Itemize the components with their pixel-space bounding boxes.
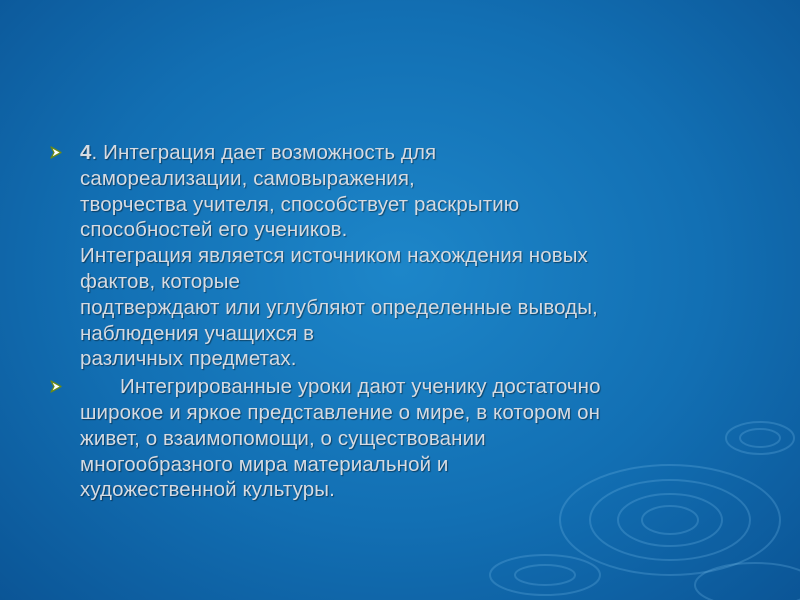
bullet-first-line: [80, 140, 770, 166]
bullet-text-line: самореализации, самовыражения,: [80, 166, 415, 190]
bullet-item-4: [50, 140, 770, 372]
bullet-item-integrated-lessons: [50, 374, 770, 503]
bullet-text-line: . Интеграция дает возможность для: [91, 141, 437, 164]
bullet-text-line: различных предметах.: [80, 347, 297, 371]
bullet-text-line: наблюдения учащихся в: [80, 321, 315, 345]
bullet-text-line: творчества учителя, способствует раскрытию: [80, 192, 520, 216]
arrow-right-icon: [50, 380, 62, 393]
bullet-first-line: [80, 374, 770, 400]
item-number: 4: [80, 141, 92, 164]
bullet-text-line: Интеграция является источником нахождения новых: [80, 244, 588, 268]
bullet-text-line: живет, о взаимопомощи, о существовании: [80, 426, 486, 450]
bullet-text-line: художественной культуры.: [80, 478, 335, 502]
bullet-text-line: широкое и яркое представление о мире, в котором он: [80, 400, 601, 424]
bullet-text-line: фактов, которые: [80, 269, 241, 293]
bullet-text-line: многообразного мира материальной и: [80, 452, 449, 476]
bullet-text-line: Интегрированные уроки дают ученику достаточно: [120, 375, 601, 399]
bullet-text-line: подтверждают или углубляют определенные выводы,: [80, 295, 598, 319]
slide-content: [50, 140, 770, 503]
arrow-right-icon: [50, 146, 62, 159]
bullet-text-line: способностей его учеников.: [80, 218, 348, 242]
